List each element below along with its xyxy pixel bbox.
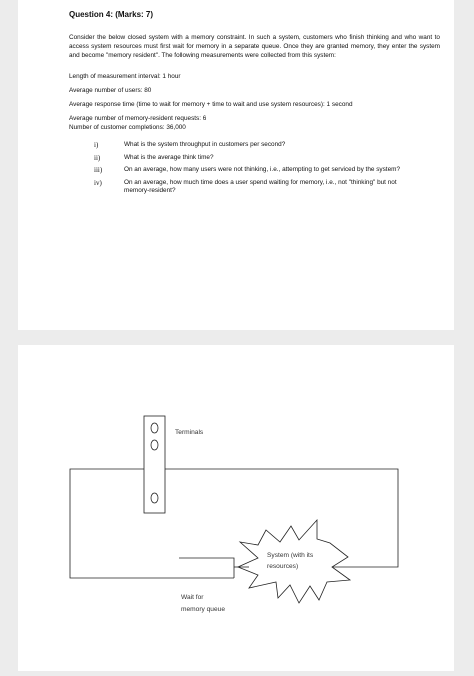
measurement-users: Average number of users: 80 [69,87,152,94]
closed-system-diagram [18,345,454,671]
queue-label-line1: Wait for [181,594,204,601]
system-label-line2: resources) [267,563,299,570]
question-title: Question 4: (Marks: 7) [69,10,154,19]
measurement-completions: Number of customer completions: 36,000 [69,124,186,131]
subquestion-item [69,179,440,196]
subquestion-item [69,141,440,150]
terminal-icon [151,423,158,433]
memory-queue [179,558,234,578]
terminals-label: Terminals [175,429,204,436]
subquestion-number: ii) [94,153,101,162]
subquestion-text: What is the average think time? [124,153,214,161]
question-page [18,0,454,330]
subquestion-text: What is the system throughput in customers per second? [124,141,286,148]
measurement-interval: Length of measurement interval: 1 hour [69,73,181,80]
measurement-memory-resident: Average number of memory-resident requests: 6 [69,115,207,122]
subquestion-number: iii) [94,166,103,174]
queue-label-line2: memory queue [181,606,225,613]
subquestion-text: On an average, how much time does a user spend waiting for memory, i.e., not "thinking" but not memory-resident? [124,178,397,194]
terminal-icon [151,493,158,503]
diagram-page [18,345,454,671]
terminals-box [144,416,165,513]
question-intro: Consider the below closed system with a memory constraint. In such a system, customers who finish thinking and who want to access system resources must first wait for memory in a separate queue. Once they are granted memory, they enter the system and become "memory resident". The following measurements were collected from this system: [69,34,440,59]
subquestion-number: i) [94,141,99,149]
measurement-response-time: Average response time (time to wait for memory + time to wait and use system resources): 1 second [69,101,353,108]
subquestion-list [69,141,440,196]
subquestion-number: iv) [94,178,102,187]
terminal-icon [151,440,158,450]
loop-left-line [70,469,234,578]
subquestion-text: On an average, how many users were not thinking, i.e., attempting to get serviced by the system? [124,166,401,173]
subquestion-item [69,154,440,163]
system-label-line1: System (with its [267,552,314,559]
system-starburst [238,520,350,603]
subquestion-item [69,166,440,175]
